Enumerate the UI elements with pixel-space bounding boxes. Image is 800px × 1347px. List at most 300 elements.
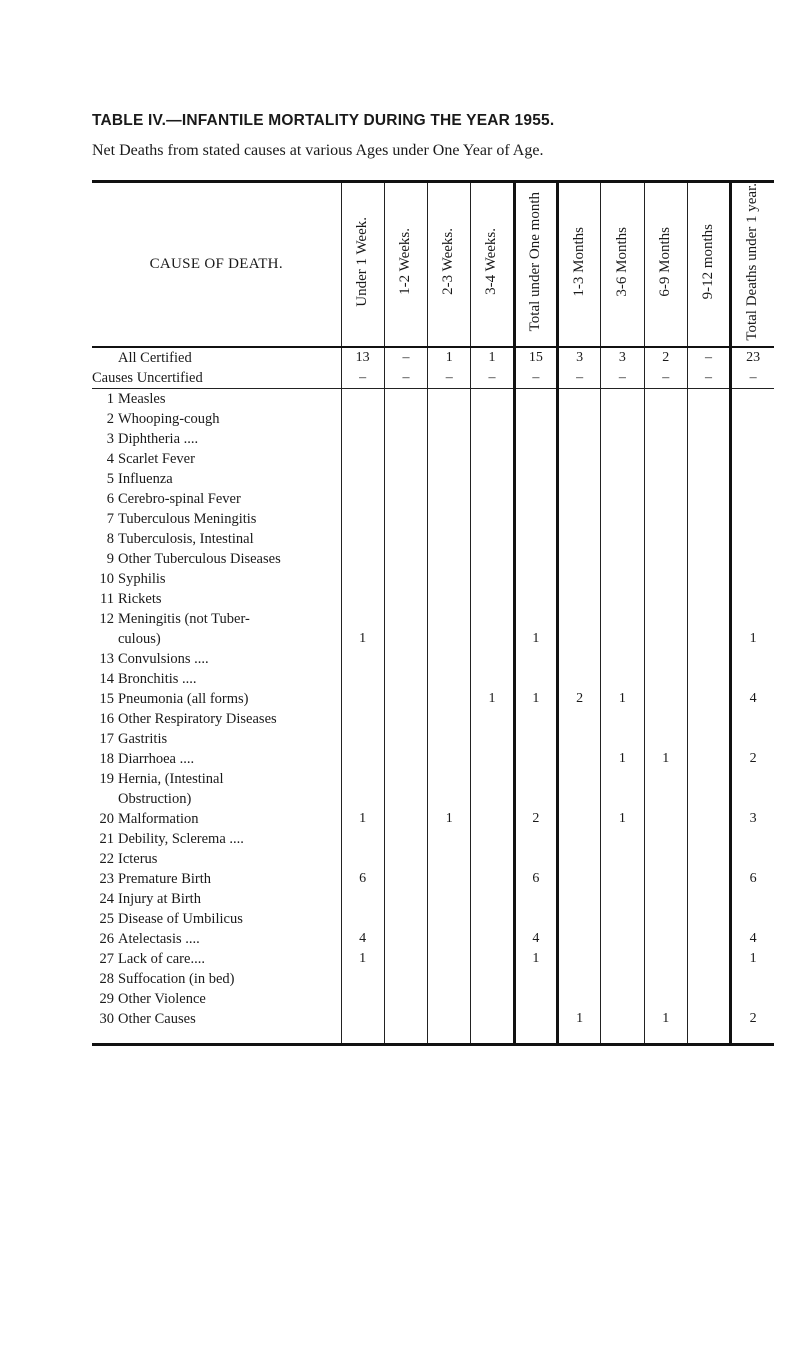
table-cell (428, 889, 471, 909)
cause-label: Rickets (118, 590, 162, 607)
table-cell (557, 529, 600, 549)
table-cell (514, 529, 557, 549)
table-cell (384, 829, 427, 849)
table-cell (384, 509, 427, 529)
cause-label: Suffocation (in bed) (118, 970, 235, 987)
row-number: 24 (99, 890, 114, 907)
table-cell (428, 1009, 471, 1045)
table-cell: 6 (731, 869, 774, 889)
table-cell: 2 (557, 689, 600, 709)
table-cell (601, 869, 644, 889)
table-cell (687, 849, 730, 869)
table-cell (471, 849, 514, 869)
table-cell: 2 (514, 809, 557, 829)
table-cell (471, 889, 514, 909)
row-number: 13 (99, 650, 114, 667)
table-row (92, 529, 774, 549)
cause-cell (92, 769, 341, 809)
table-cell (341, 489, 384, 509)
table-cell (384, 929, 427, 949)
summary-uncertified-label: Causes Uncertified (92, 368, 341, 389)
table-cell (514, 769, 557, 809)
table-cell: 3 (731, 809, 774, 829)
table-cell (644, 469, 687, 489)
table-cell (644, 949, 687, 969)
table-cell (471, 449, 514, 469)
table-cell (514, 469, 557, 489)
table-cell (601, 1009, 644, 1045)
table-cell (601, 889, 644, 909)
table-row (92, 449, 774, 469)
table-row (92, 649, 774, 669)
table-cell (731, 829, 774, 849)
table-cell (687, 709, 730, 729)
table-cell (687, 449, 730, 469)
table-cell: 23 (731, 347, 774, 368)
summary-certified-row (92, 347, 774, 368)
table-row (92, 829, 774, 849)
cause-label: Debility, Sclerema .... (118, 830, 244, 847)
table-cell (731, 969, 774, 989)
table-cell (687, 549, 730, 569)
table-cell (428, 689, 471, 709)
row-number: 21 (99, 830, 114, 847)
cause-cell (92, 989, 341, 1009)
table-cell (341, 689, 384, 709)
table-cell (557, 949, 600, 969)
table-cell (428, 909, 471, 929)
table-cell (341, 889, 384, 909)
table-cell (687, 969, 730, 989)
table-cell (384, 849, 427, 869)
table-cell: 4 (731, 689, 774, 709)
table-cell (428, 709, 471, 729)
table-cell (601, 829, 644, 849)
table-cell (601, 669, 644, 689)
table-cell (384, 388, 427, 409)
table-title: TABLE IV.—INFANTILE MORTALITY DURING THE YEAR 1955. (92, 112, 555, 129)
table-cell: – (341, 368, 384, 389)
table-cell (341, 388, 384, 409)
header-1-3-months: 1-3 Months (557, 182, 600, 347)
cause-label: Whooping-cough (118, 410, 220, 427)
table-cell: 1 (644, 749, 687, 769)
table-cell (384, 649, 427, 669)
header-total-deaths: Total Deaths under 1 year. (731, 182, 774, 347)
row-number: 16 (99, 710, 114, 727)
cause-label: Scarlet Fever (118, 450, 195, 467)
table-cell: 2 (731, 1009, 774, 1045)
row-number: 18 (99, 750, 114, 767)
table-cell (384, 569, 427, 589)
table-cell: 4 (731, 929, 774, 949)
cause-cell (92, 849, 341, 869)
table-cell (731, 909, 774, 929)
table-cell (601, 589, 644, 609)
cause-cell (92, 609, 341, 649)
table-cell (557, 609, 600, 649)
table-cell (471, 569, 514, 589)
table-cell (731, 729, 774, 749)
table-cell (687, 949, 730, 969)
table-cell (384, 969, 427, 989)
table-cell (644, 569, 687, 589)
table-cell (557, 589, 600, 609)
table-cell (731, 849, 774, 869)
table-cell: 1 (644, 1009, 687, 1045)
table-cell (557, 989, 600, 1009)
table-cell (644, 489, 687, 509)
table-cell (601, 969, 644, 989)
table-cell (471, 649, 514, 669)
header-cause: CAUSE OF DEATH. (92, 182, 341, 347)
table-cell (471, 769, 514, 809)
cause-label: Other Causes (118, 1010, 196, 1027)
table-cell (557, 469, 600, 489)
table-cell (428, 409, 471, 429)
table-cell (601, 469, 644, 489)
table-cell (644, 669, 687, 689)
row-number: 5 (106, 470, 114, 487)
table-cell (687, 829, 730, 849)
row-number: 6 (106, 490, 114, 507)
table-cell (601, 949, 644, 969)
cause-label-continued: Obstruction) (118, 790, 192, 807)
table-cell (384, 409, 427, 429)
cause-cell (92, 669, 341, 689)
table-cell (731, 589, 774, 609)
table-cell: 1 (514, 689, 557, 709)
cause-cell (92, 529, 341, 549)
table-cell (644, 509, 687, 529)
table-cell (341, 909, 384, 929)
table-cell (687, 388, 730, 409)
summary-uncertified-row (92, 368, 774, 389)
table-cell: 13 (341, 347, 384, 368)
table-cell (428, 989, 471, 1009)
table-cell (601, 388, 644, 409)
cause-cell (92, 549, 341, 569)
table-cell (428, 609, 471, 649)
table-cell (731, 489, 774, 509)
table-cell (341, 709, 384, 729)
table-cell (514, 889, 557, 909)
table-cell: – (471, 368, 514, 389)
table-cell (428, 849, 471, 869)
row-number: 22 (99, 850, 114, 867)
header-9-12-months: 9-12 months (687, 182, 730, 347)
table-cell (341, 829, 384, 849)
table-cell (731, 409, 774, 429)
table-cell (687, 889, 730, 909)
table-cell (731, 649, 774, 669)
table-cell: 1 (428, 347, 471, 368)
table-cell (471, 429, 514, 449)
table-cell (601, 569, 644, 589)
cause-cell (92, 689, 341, 709)
table-cell: 2 (644, 347, 687, 368)
table-cell (601, 729, 644, 749)
table-cell (687, 609, 730, 649)
table-row (92, 969, 774, 989)
table-cell (557, 449, 600, 469)
table-cell (471, 388, 514, 409)
table-cell (384, 429, 427, 449)
table-cell (514, 569, 557, 589)
table-cell (471, 909, 514, 929)
cause-cell (92, 1009, 341, 1045)
row-number: 29 (99, 990, 114, 1007)
table-cell (428, 749, 471, 769)
table-cell (341, 409, 384, 429)
table-cell (428, 969, 471, 989)
table-row (92, 1009, 774, 1045)
table-cell (384, 609, 427, 649)
table-cell (384, 989, 427, 1009)
table-cell (687, 409, 730, 429)
table-cell (341, 469, 384, 489)
cause-label: Lack of care.... (118, 950, 205, 967)
table-cell (687, 769, 730, 809)
table-cell (644, 769, 687, 809)
table-cell (384, 749, 427, 769)
table-cell (471, 749, 514, 769)
table-cell (428, 869, 471, 889)
row-number: 4 (106, 450, 114, 467)
table-cell (731, 989, 774, 1009)
table-cell (514, 549, 557, 569)
cause-cell (92, 469, 341, 489)
header-6-9-months: 6-9 Months (644, 182, 687, 347)
row-number: 14 (99, 670, 114, 687)
table-cell (557, 549, 600, 569)
summary-certified-label: All Certified (118, 349, 192, 366)
table-cell (731, 469, 774, 489)
table-cell (384, 909, 427, 929)
cause-cell (92, 929, 341, 949)
table-cell (514, 829, 557, 849)
row-number: 8 (106, 530, 114, 547)
table-cell (731, 889, 774, 909)
table-cell (384, 709, 427, 729)
table-row (92, 729, 774, 749)
row-number: 10 (99, 570, 114, 587)
table-cell (557, 509, 600, 529)
table-cell (644, 529, 687, 549)
table-cell (644, 969, 687, 989)
table-cell (644, 929, 687, 949)
cause-label: Measles (118, 390, 166, 407)
table-cell (341, 729, 384, 749)
cause-cell (92, 649, 341, 669)
table-cell (428, 929, 471, 949)
table-cell (687, 529, 730, 549)
header-2-3-weeks: 2-3 Weeks. (428, 182, 471, 347)
row-number: 23 (99, 870, 114, 887)
table-row (92, 909, 774, 929)
table-cell (514, 649, 557, 669)
table-cell (687, 729, 730, 749)
table-cell (557, 889, 600, 909)
table-cell (514, 849, 557, 869)
row-number: 30 (99, 1010, 114, 1027)
row-number: 27 (99, 950, 114, 967)
table-row (92, 769, 774, 809)
table-cell (687, 589, 730, 609)
table-row (92, 849, 774, 869)
table-cell (471, 469, 514, 489)
table-cell (601, 429, 644, 449)
row-number: 20 (99, 810, 114, 827)
table-cell (471, 609, 514, 649)
table-cell: 1 (601, 749, 644, 769)
table-cell: 1 (471, 689, 514, 709)
table-cell (471, 489, 514, 509)
cause-label: Injury at Birth (118, 890, 201, 907)
table-cell (384, 869, 427, 889)
table-subtitle: Net Deaths from stated causes at various Ages under One Year of Age. (92, 142, 544, 159)
table-cell (601, 769, 644, 809)
table-cell (428, 529, 471, 549)
table-cell (384, 489, 427, 509)
table-cell: 6 (341, 869, 384, 889)
table-cell (731, 449, 774, 469)
table-cell: 1 (514, 949, 557, 969)
table-cell (384, 769, 427, 809)
table-cell (384, 589, 427, 609)
table-row (92, 669, 774, 689)
table-cell (341, 569, 384, 589)
row-number: 12 (99, 610, 114, 627)
table-cell (384, 529, 427, 549)
table-cell: 6 (514, 869, 557, 889)
table-cell (731, 709, 774, 729)
row-number: 26 (99, 930, 114, 947)
header-3-4-weeks: 3-4 Weeks. (471, 182, 514, 347)
row-number: 2 (106, 410, 114, 427)
table-cell (644, 829, 687, 849)
table-cell (557, 749, 600, 769)
table-cell (557, 849, 600, 869)
table-cell (384, 809, 427, 829)
table-cell (471, 669, 514, 689)
table-cell (644, 388, 687, 409)
table-cell (687, 509, 730, 529)
table-cell (341, 989, 384, 1009)
table-cell (687, 489, 730, 509)
table-cell (428, 669, 471, 689)
mortality-table (92, 180, 774, 1046)
table-cell (341, 449, 384, 469)
table-cell (557, 769, 600, 809)
cause-cell (92, 388, 341, 409)
table-cell (731, 769, 774, 809)
table-cell (687, 909, 730, 929)
cause-label: Other Respiratory Diseases (118, 710, 277, 727)
table-row (92, 749, 774, 769)
table-cell (341, 769, 384, 809)
table-cell (514, 669, 557, 689)
table-cell (384, 449, 427, 469)
table-cell (428, 829, 471, 849)
table-cell: 1 (471, 347, 514, 368)
table-cell (471, 949, 514, 969)
header-row (92, 182, 774, 347)
table-cell (428, 469, 471, 489)
table-cell (557, 709, 600, 729)
cause-label: Syphilis (118, 570, 166, 587)
table-cell (341, 529, 384, 549)
table-cell (601, 529, 644, 549)
table-cell (514, 709, 557, 729)
table-cell (514, 1009, 557, 1045)
table-cell (557, 569, 600, 589)
table-cell: 1 (601, 809, 644, 829)
table-cell (428, 388, 471, 409)
table-cell (341, 649, 384, 669)
row-number: 28 (99, 970, 114, 987)
cause-cell (92, 949, 341, 969)
row-number: 25 (99, 910, 114, 927)
table-cell (471, 709, 514, 729)
table-cell (514, 909, 557, 929)
table-cell (687, 689, 730, 709)
header-under-1-week: Under 1 Week. (341, 182, 384, 347)
row-number: 3 (106, 430, 114, 447)
table-cell (557, 669, 600, 689)
table-cell (428, 949, 471, 969)
table-cell (428, 549, 471, 569)
table-cell: 1 (731, 949, 774, 969)
table-cell: 15 (514, 347, 557, 368)
cause-label: Other Tuberculous Diseases (118, 550, 281, 567)
cause-label: Convulsions .... (118, 650, 209, 667)
table-cell (341, 849, 384, 869)
table-cell (731, 669, 774, 689)
table-cell (601, 549, 644, 569)
table-row (92, 388, 774, 409)
cause-label: Disease of Umbilicus (118, 910, 243, 927)
cause-label: Hernia, (Intestinal (118, 770, 224, 787)
table-cell (601, 909, 644, 929)
table-cell (471, 729, 514, 749)
table-cell (384, 669, 427, 689)
cause-label: Atelectasis .... (118, 930, 200, 947)
table-cell (557, 969, 600, 989)
table-cell (601, 489, 644, 509)
table-cell (428, 769, 471, 809)
row-number: 19 (99, 770, 114, 787)
table-cell (514, 449, 557, 469)
table-cell (557, 729, 600, 749)
cause-cell (92, 569, 341, 589)
table-cell (687, 809, 730, 829)
table-cell (471, 929, 514, 949)
table-cell (471, 529, 514, 549)
table-cell: – (687, 347, 730, 368)
table-cell (428, 589, 471, 609)
table-cell: – (557, 368, 600, 389)
table-row (92, 889, 774, 909)
table-cell (514, 489, 557, 509)
table-cell (644, 449, 687, 469)
table-cell (731, 549, 774, 569)
cause-cell (92, 809, 341, 829)
table-cell (428, 449, 471, 469)
table-cell (687, 929, 730, 949)
table-cell (557, 829, 600, 849)
table-cell (601, 449, 644, 469)
